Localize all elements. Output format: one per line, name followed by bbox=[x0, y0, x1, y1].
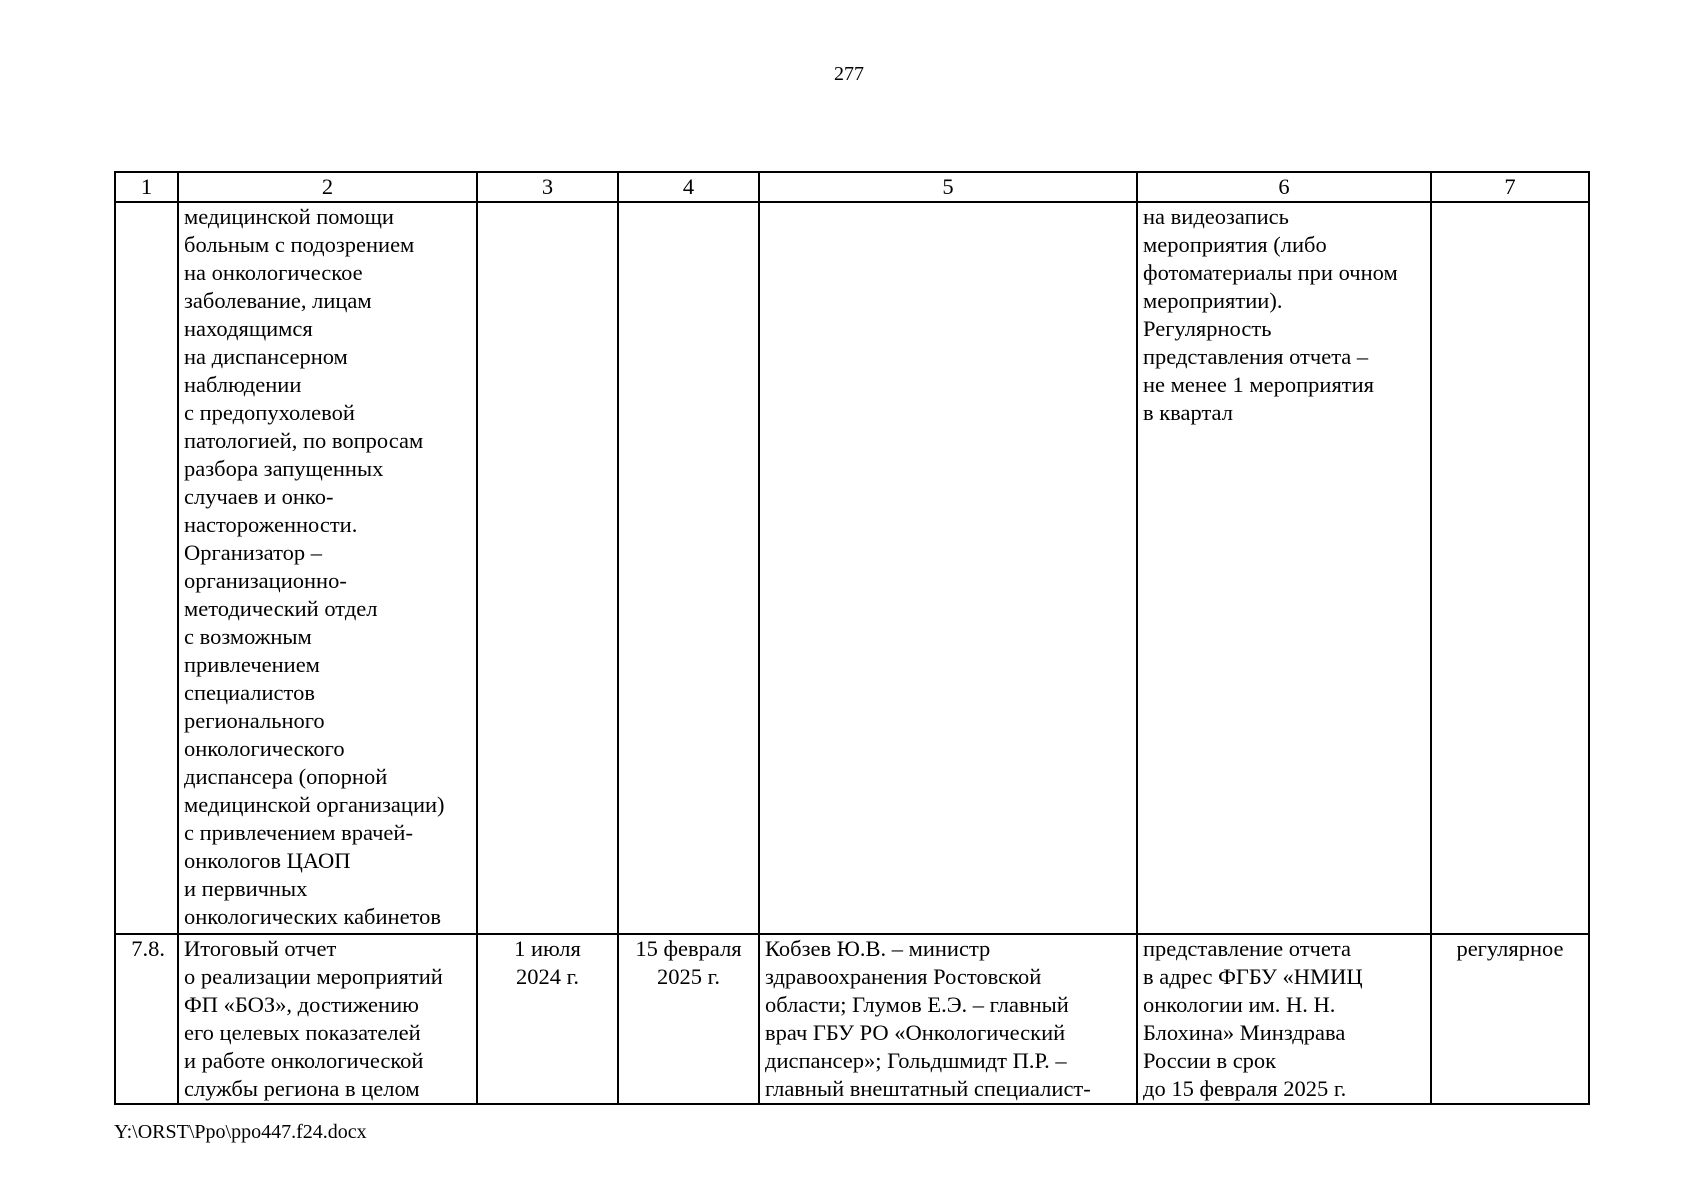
cell-text-line: главный внештатный специалист- bbox=[765, 1076, 1091, 1101]
cell-text-line: его целевых показателей bbox=[184, 1020, 421, 1045]
cell-text-line: представление отчета bbox=[1143, 936, 1351, 961]
cell-text-line: методический отдел bbox=[184, 596, 378, 621]
page-number: 277 bbox=[834, 63, 864, 85]
cell-text-line: онкологии им. Н. Н. bbox=[1143, 992, 1336, 1017]
cell-text-line: о реализации мероприятий bbox=[184, 964, 443, 989]
cell-text-line: на онкологическое bbox=[184, 260, 363, 285]
cell-text-line: до 15 февраля 2025 г. bbox=[1143, 1076, 1347, 1101]
header-cell: 7 bbox=[1431, 172, 1589, 202]
cell-text-line: больным с подозрением bbox=[184, 232, 415, 257]
activity-cell bbox=[178, 202, 477, 934]
header-cell: 3 bbox=[477, 172, 618, 202]
cell-text-line: онкологов ЦАОП bbox=[184, 848, 351, 873]
table-row bbox=[115, 202, 1589, 934]
cell-text-line: мероприятия (либо bbox=[1143, 232, 1327, 257]
cell-text-line: находящимся bbox=[184, 316, 313, 341]
table-header-row bbox=[115, 172, 1589, 202]
cell-text-line: врач ГБУ РО «Онкологический bbox=[765, 1020, 1066, 1045]
plan-table bbox=[114, 171, 1590, 1105]
cell-text-line: Итоговый отчет bbox=[184, 936, 337, 961]
cell-text-line: регионального bbox=[184, 708, 325, 733]
cell-text-line: онкологического bbox=[184, 736, 345, 761]
cell-text-line: в квартал bbox=[1143, 400, 1233, 425]
cell-text-line: России в срок bbox=[1143, 1048, 1277, 1073]
cell-text-line: 2024 г. bbox=[516, 964, 579, 989]
row-number-cell: 7.8. bbox=[115, 934, 178, 1104]
cell-text-line: наблюдении bbox=[184, 372, 302, 397]
end-date-cell bbox=[618, 934, 759, 1104]
cell-text-line: с возможным bbox=[184, 624, 312, 649]
table-row bbox=[115, 934, 1589, 1104]
cell-text-line: не менее 1 мероприятия bbox=[1143, 372, 1375, 397]
cell-text-line: и первичных bbox=[184, 876, 308, 901]
type-cell bbox=[1431, 202, 1589, 934]
start-date-cell bbox=[477, 202, 618, 934]
cell-text-line: Организатор – bbox=[184, 540, 322, 565]
cell-text-line: разбора запущенных bbox=[184, 456, 384, 481]
header-cell: 6 bbox=[1137, 172, 1431, 202]
cell-text-line: фотоматериалы при очном bbox=[1143, 260, 1398, 285]
file-path-footer: Y:\ORST\Ppo\ppo447.f24.docx bbox=[114, 1121, 367, 1143]
result-cell bbox=[1137, 202, 1431, 934]
responsible-cell bbox=[759, 934, 1137, 1104]
cell-text-line: Блохина» Минздрава bbox=[1143, 1020, 1346, 1045]
header-cell: 2 bbox=[178, 172, 477, 202]
cell-text-line: патологией, по вопросам bbox=[184, 428, 424, 453]
cell-text-line: мероприятии). bbox=[1143, 288, 1283, 313]
cell-text-line: онкологических кабинетов bbox=[184, 904, 441, 929]
cell-text-line: службы региона в целом bbox=[184, 1076, 420, 1101]
activity-cell bbox=[178, 934, 477, 1104]
cell-text-line: с привлечением врачей- bbox=[184, 820, 413, 845]
cell-text-line: на диспансерном bbox=[184, 344, 348, 369]
cell-text-line: Кобзев Ю.В. – министр bbox=[765, 936, 991, 961]
cell-text-line: медицинской помощи bbox=[184, 204, 394, 229]
cell-text-line: 1 июля bbox=[514, 936, 581, 961]
header-cell: 5 bbox=[759, 172, 1137, 202]
cell-text-line: здравоохранения Ростовской bbox=[765, 964, 1042, 989]
result-cell bbox=[1137, 934, 1431, 1104]
start-date-cell bbox=[477, 934, 618, 1104]
cell-text-line: привлечением bbox=[184, 652, 320, 677]
cell-text-line: представления отчета – bbox=[1143, 344, 1369, 369]
row-number-cell bbox=[115, 202, 178, 934]
cell-text-line: настороженности. bbox=[184, 512, 358, 537]
cell-text-line: на видеозапись bbox=[1143, 204, 1289, 229]
cell-text-line: заболевание, лицам bbox=[184, 288, 372, 313]
type-cell: регулярное bbox=[1431, 934, 1589, 1104]
end-date-cell bbox=[618, 202, 759, 934]
cell-text-line: случаев и онко- bbox=[184, 484, 334, 509]
cell-text-line: с предопухолевой bbox=[184, 400, 355, 425]
header-cell: 1 bbox=[115, 172, 178, 202]
cell-text-line: области; Глумов Е.Э. – главный bbox=[765, 992, 1069, 1017]
cell-text-line: 2025 г. bbox=[657, 964, 720, 989]
cell-text-line: и работе онкологической bbox=[184, 1048, 424, 1073]
cell-text-line: Регулярность bbox=[1143, 316, 1272, 341]
header-cell: 4 bbox=[618, 172, 759, 202]
cell-text-line: 15 февраля bbox=[635, 936, 742, 961]
cell-text-line: организационно- bbox=[184, 568, 347, 593]
cell-text-line: ФП «БОЗ», достижению bbox=[184, 992, 419, 1017]
responsible-cell bbox=[759, 202, 1137, 934]
cell-text-line: в адрес ФГБУ «НМИЦ bbox=[1143, 964, 1363, 989]
cell-text-line: диспансер»; Гольдшмидт П.Р. – bbox=[765, 1048, 1067, 1073]
cell-text-line: специалистов bbox=[184, 680, 315, 705]
cell-text-line: медицинской организации) bbox=[184, 792, 445, 817]
cell-text-line: диспансера (опорной bbox=[184, 764, 388, 789]
